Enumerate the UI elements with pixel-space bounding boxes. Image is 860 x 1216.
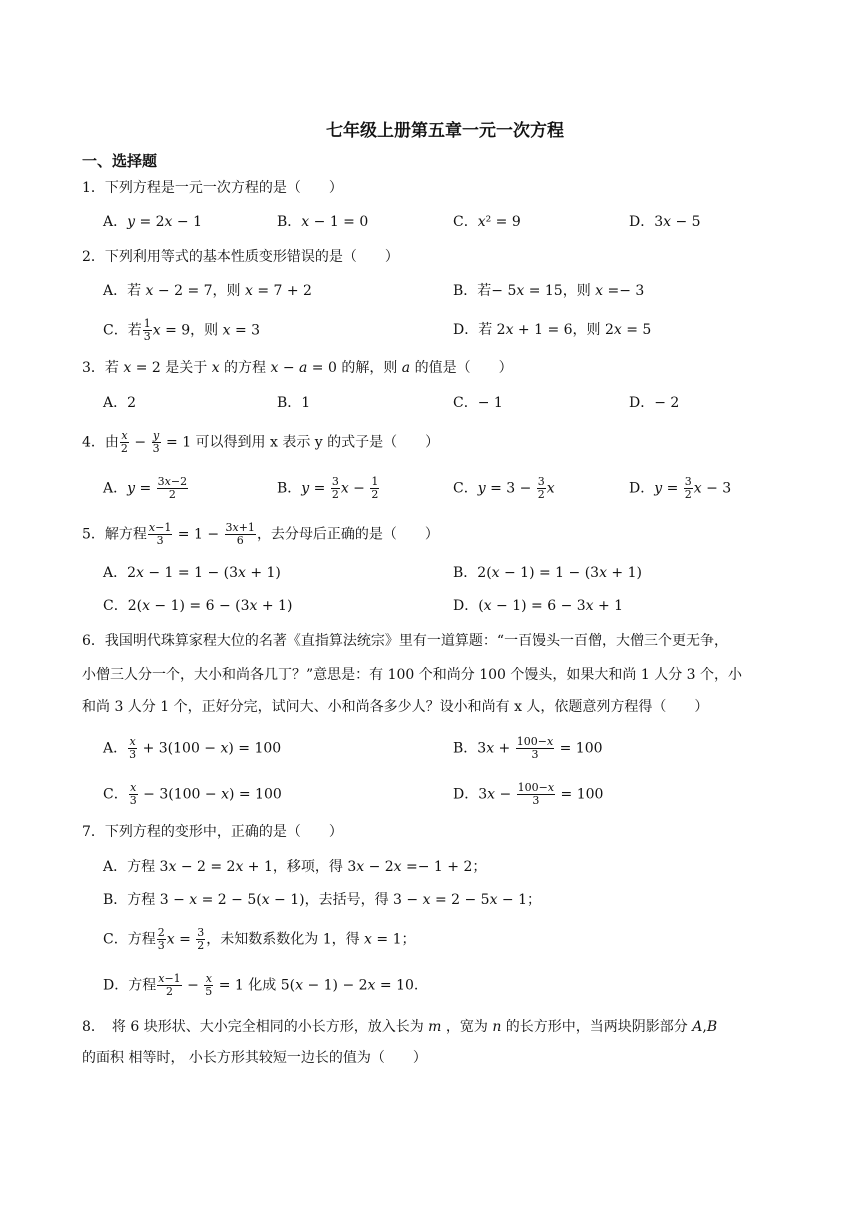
fraction-numerator: 𝑥 bbox=[205, 972, 212, 985]
fraction-numerator: 3 bbox=[537, 475, 545, 488]
question-8-stem-line-2: 的面积 相等时， 小长方形其较短一边长的值为（ ） bbox=[82, 1050, 427, 1066]
fraction-denominator: 3 bbox=[143, 330, 151, 343]
question-5-option-b: B．2(𝑥 − 1) = 1 − (3𝑥 + 1) bbox=[453, 565, 642, 581]
question-6-option-a bbox=[103, 736, 281, 761]
fraction-denominator: 3 bbox=[129, 794, 137, 807]
question-4-option-d bbox=[629, 476, 731, 501]
fraction bbox=[204, 973, 213, 998]
q7-c-suffix: ，未知数系数化为 1，得 𝑥 = 1； bbox=[206, 931, 416, 948]
question-6-stem-line-2: 小僧三人分一个，大小和尚各几丁？”意思是：有 100 个和尚分 100 个馒头，如果大和尚 1 人分 3 个，小 bbox=[82, 667, 743, 683]
question-4-option-a bbox=[103, 476, 189, 501]
question-2-option-c bbox=[103, 318, 260, 343]
fraction-numerator: 3𝑥−2 bbox=[157, 475, 188, 488]
question-7-option-b: B．方程 3 − 𝑥 = 2 − 5(𝑥 − 1)，去括号，得 3 − 𝑥 = 2 − 5𝑥 − 1； bbox=[103, 892, 541, 908]
q4-stem-prefix: 4．由 bbox=[82, 434, 119, 451]
question-2-option-b: B．若− 5𝑥 = 15，则 𝑥 =− 3 bbox=[453, 283, 645, 299]
fraction-denominator: 2 bbox=[684, 488, 692, 501]
question-4-stem bbox=[82, 430, 439, 455]
fraction-denominator: 2 bbox=[371, 488, 379, 501]
q6-c-suffix: − 3(100 − 𝑥) = 100 bbox=[138, 786, 282, 803]
question-6-option-b bbox=[453, 736, 603, 761]
fraction bbox=[157, 476, 188, 501]
q7-c-prefix: C．方程 bbox=[103, 931, 156, 948]
fraction bbox=[516, 736, 554, 761]
section-heading: 一、选择题 bbox=[82, 152, 158, 170]
fraction-numerator: 3 bbox=[197, 926, 205, 939]
q5-stem-prefix: 5．解方程 bbox=[82, 526, 147, 543]
fraction-denominator: 3 bbox=[156, 534, 164, 547]
question-4-option-b bbox=[277, 476, 380, 501]
question-1-stem: 1．下列方程是一元一次方程的是（ ） bbox=[82, 180, 343, 196]
fraction-denominator: 3 bbox=[157, 939, 165, 952]
fraction bbox=[517, 782, 555, 807]
fraction-denominator: 3 bbox=[532, 794, 540, 807]
q6-a-prefix: A． bbox=[103, 740, 128, 757]
q7-c-middle: 𝑥 = bbox=[166, 931, 196, 948]
q6-d-suffix: = 100 bbox=[556, 786, 604, 803]
fraction bbox=[331, 476, 340, 501]
fraction bbox=[157, 927, 166, 952]
q6-d-prefix: D．3𝑥 − bbox=[453, 786, 516, 803]
fraction-denominator: 2 bbox=[168, 488, 176, 501]
question-3-option-a: A．2 bbox=[103, 395, 137, 411]
question-6-option-c bbox=[103, 782, 282, 807]
question-5-option-a: A．2𝑥 − 1 = 1 − (3𝑥 + 1) bbox=[103, 565, 281, 581]
question-2-option-a: A．若 𝑥 − 2 = 7，则 𝑥 = 7 + 2 bbox=[103, 283, 312, 299]
fraction-denominator: 6 bbox=[236, 534, 244, 547]
question-3-stem: 3．若 𝑥 = 2 是关于 𝑥 的方程 𝑥 − 𝑎 = 0 的解，则 𝑎 的值是（ ） bbox=[82, 360, 513, 376]
question-1-option-d: D．3𝑥 − 5 bbox=[629, 214, 701, 230]
question-5-option-d: D．(𝑥 − 1) = 6 − 3𝑥 + 1 bbox=[453, 598, 624, 614]
q5-stem-middle: = 1 − bbox=[173, 526, 224, 543]
fraction bbox=[152, 430, 161, 455]
fraction bbox=[128, 736, 137, 761]
fraction-denominator: 5 bbox=[205, 985, 213, 998]
q6-b-prefix: B．3𝑥 + bbox=[453, 740, 515, 757]
question-3-option-b: B．1 bbox=[277, 395, 311, 411]
fraction bbox=[129, 782, 138, 807]
question-3-option-c: C．− 1 bbox=[453, 395, 503, 411]
question-6-option-d bbox=[453, 782, 603, 807]
q2-c-prefix: C．若 bbox=[103, 322, 142, 339]
fraction bbox=[157, 973, 181, 998]
q4-b-middle: 𝑥 − bbox=[340, 480, 370, 497]
fraction bbox=[537, 476, 546, 501]
fraction-denominator: 2 bbox=[197, 939, 205, 952]
fraction-numerator: 1 bbox=[143, 317, 151, 330]
q6-a-suffix: + 3(100 − 𝑥) = 100 bbox=[138, 740, 282, 757]
fraction-numerator: 𝑥 bbox=[130, 781, 137, 794]
fraction-denominator: 2 bbox=[165, 985, 173, 998]
q6-b-suffix: = 100 bbox=[555, 740, 603, 757]
fraction-denominator: 2 bbox=[331, 488, 339, 501]
question-7-option-a: A．方程 3𝑥 − 2 = 2𝑥 + 1，移项，得 3𝑥 − 2𝑥 =− 1 + 2； bbox=[103, 859, 487, 875]
q7-d-middle: − bbox=[182, 977, 204, 994]
fraction-denominator: 3 bbox=[152, 442, 160, 455]
q4-d-prefix: D．𝑦 = bbox=[629, 480, 683, 497]
fraction bbox=[120, 430, 129, 455]
fraction-numerator: 3 bbox=[331, 475, 339, 488]
question-5-stem bbox=[82, 522, 439, 547]
fraction-denominator: 3 bbox=[531, 748, 539, 761]
question-4-option-c bbox=[453, 476, 555, 501]
q4-a-prefix: A．𝑦 = bbox=[103, 480, 156, 497]
question-1-option-b: B．𝑥 − 1 = 0 bbox=[277, 214, 369, 230]
fraction-numerator: 100−𝑥 bbox=[517, 781, 555, 794]
fraction-numerator: 2 bbox=[157, 926, 165, 939]
fraction-denominator: 2 bbox=[537, 488, 545, 501]
fraction bbox=[148, 522, 172, 547]
fraction bbox=[225, 522, 256, 547]
q5-stem-suffix: ，去分母后正确的是（ ） bbox=[256, 526, 439, 543]
fraction bbox=[684, 476, 693, 501]
q4-d-suffix: 𝑥 − 3 bbox=[693, 480, 732, 497]
question-2-option-d: D．若 2𝑥 + 1 = 6，则 2𝑥 = 5 bbox=[453, 322, 652, 338]
q4-stem-suffix: = 1 可以得到用 x 表示 y 的式子是（ ） bbox=[161, 434, 440, 451]
q4-c-prefix: C．𝑦 = 3 − bbox=[453, 480, 536, 497]
question-7-option-d bbox=[103, 973, 418, 998]
question-8-stem-line-1: 8． 将 6 块形状、大小完全相同的小长方形，放入长为 𝑚 ，宽为 𝑛 的长方形中，当两块阴影部分 𝐴,𝐵 bbox=[82, 1019, 718, 1035]
fraction-numerator: 𝑥 bbox=[121, 429, 128, 442]
question-2-stem: 2．下列利用等式的基本性质变形错误的是（ ） bbox=[82, 249, 399, 265]
fraction-numerator: 𝑥 bbox=[129, 735, 136, 748]
question-1-option-c: C．𝑥² = 9 bbox=[453, 214, 521, 230]
question-3-option-d: D．− 2 bbox=[629, 395, 680, 411]
q2-c-suffix: 𝑥 = 9，则 𝑥 = 3 bbox=[152, 322, 261, 339]
fraction-numerator: 3 bbox=[684, 475, 692, 488]
q4-b-prefix: B．𝑦 = bbox=[277, 480, 330, 497]
question-6-stem-line-1: 6．我国明代珠算家程大位的名著《直指算法统宗》里有一道算题：“一百馒头一百僧，大僧三个更无争， bbox=[82, 633, 729, 649]
page-title: 七年级上册第五章一元一次方程 bbox=[326, 121, 564, 141]
q7-d-suffix: = 1 化成 5(𝑥 − 1) − 2𝑥 = 10. bbox=[214, 977, 419, 994]
fraction-numerator: 3𝑥+1 bbox=[225, 521, 255, 534]
question-7-stem: 7．下列方程的变形中，正确的是（ ） bbox=[82, 824, 343, 840]
fraction-denominator: 3 bbox=[129, 748, 137, 761]
fraction bbox=[196, 927, 205, 952]
fraction bbox=[370, 476, 379, 501]
fraction-numerator: 𝑥−1 bbox=[148, 521, 172, 534]
question-1-option-a: A．𝑦 = 2𝑥 − 1 bbox=[103, 214, 202, 230]
fraction-numerator: 𝑥−1 bbox=[158, 972, 181, 985]
question-6-stem-line-3: 和尚 3 人分 1 个，正好分完，试问大、小和尚各多少人？设小和尚有 x 人，依题意列方程得（ ） bbox=[82, 699, 709, 715]
q6-c-prefix: C． bbox=[103, 786, 128, 803]
q4-c-suffix: 𝑥 bbox=[546, 480, 555, 497]
fraction-numerator: 100−𝑥 bbox=[516, 735, 554, 748]
fraction bbox=[143, 318, 152, 343]
fraction-numerator: 𝑦 bbox=[152, 429, 160, 442]
q7-d-prefix: D．方程 bbox=[103, 977, 157, 994]
question-5-option-c: C．2(𝑥 − 1) = 6 − (3𝑥 + 1) bbox=[103, 598, 293, 614]
fraction-numerator: 1 bbox=[371, 475, 379, 488]
fraction-denominator: 2 bbox=[120, 442, 128, 455]
minus-sign: − bbox=[129, 434, 151, 451]
question-7-option-c bbox=[103, 927, 416, 952]
